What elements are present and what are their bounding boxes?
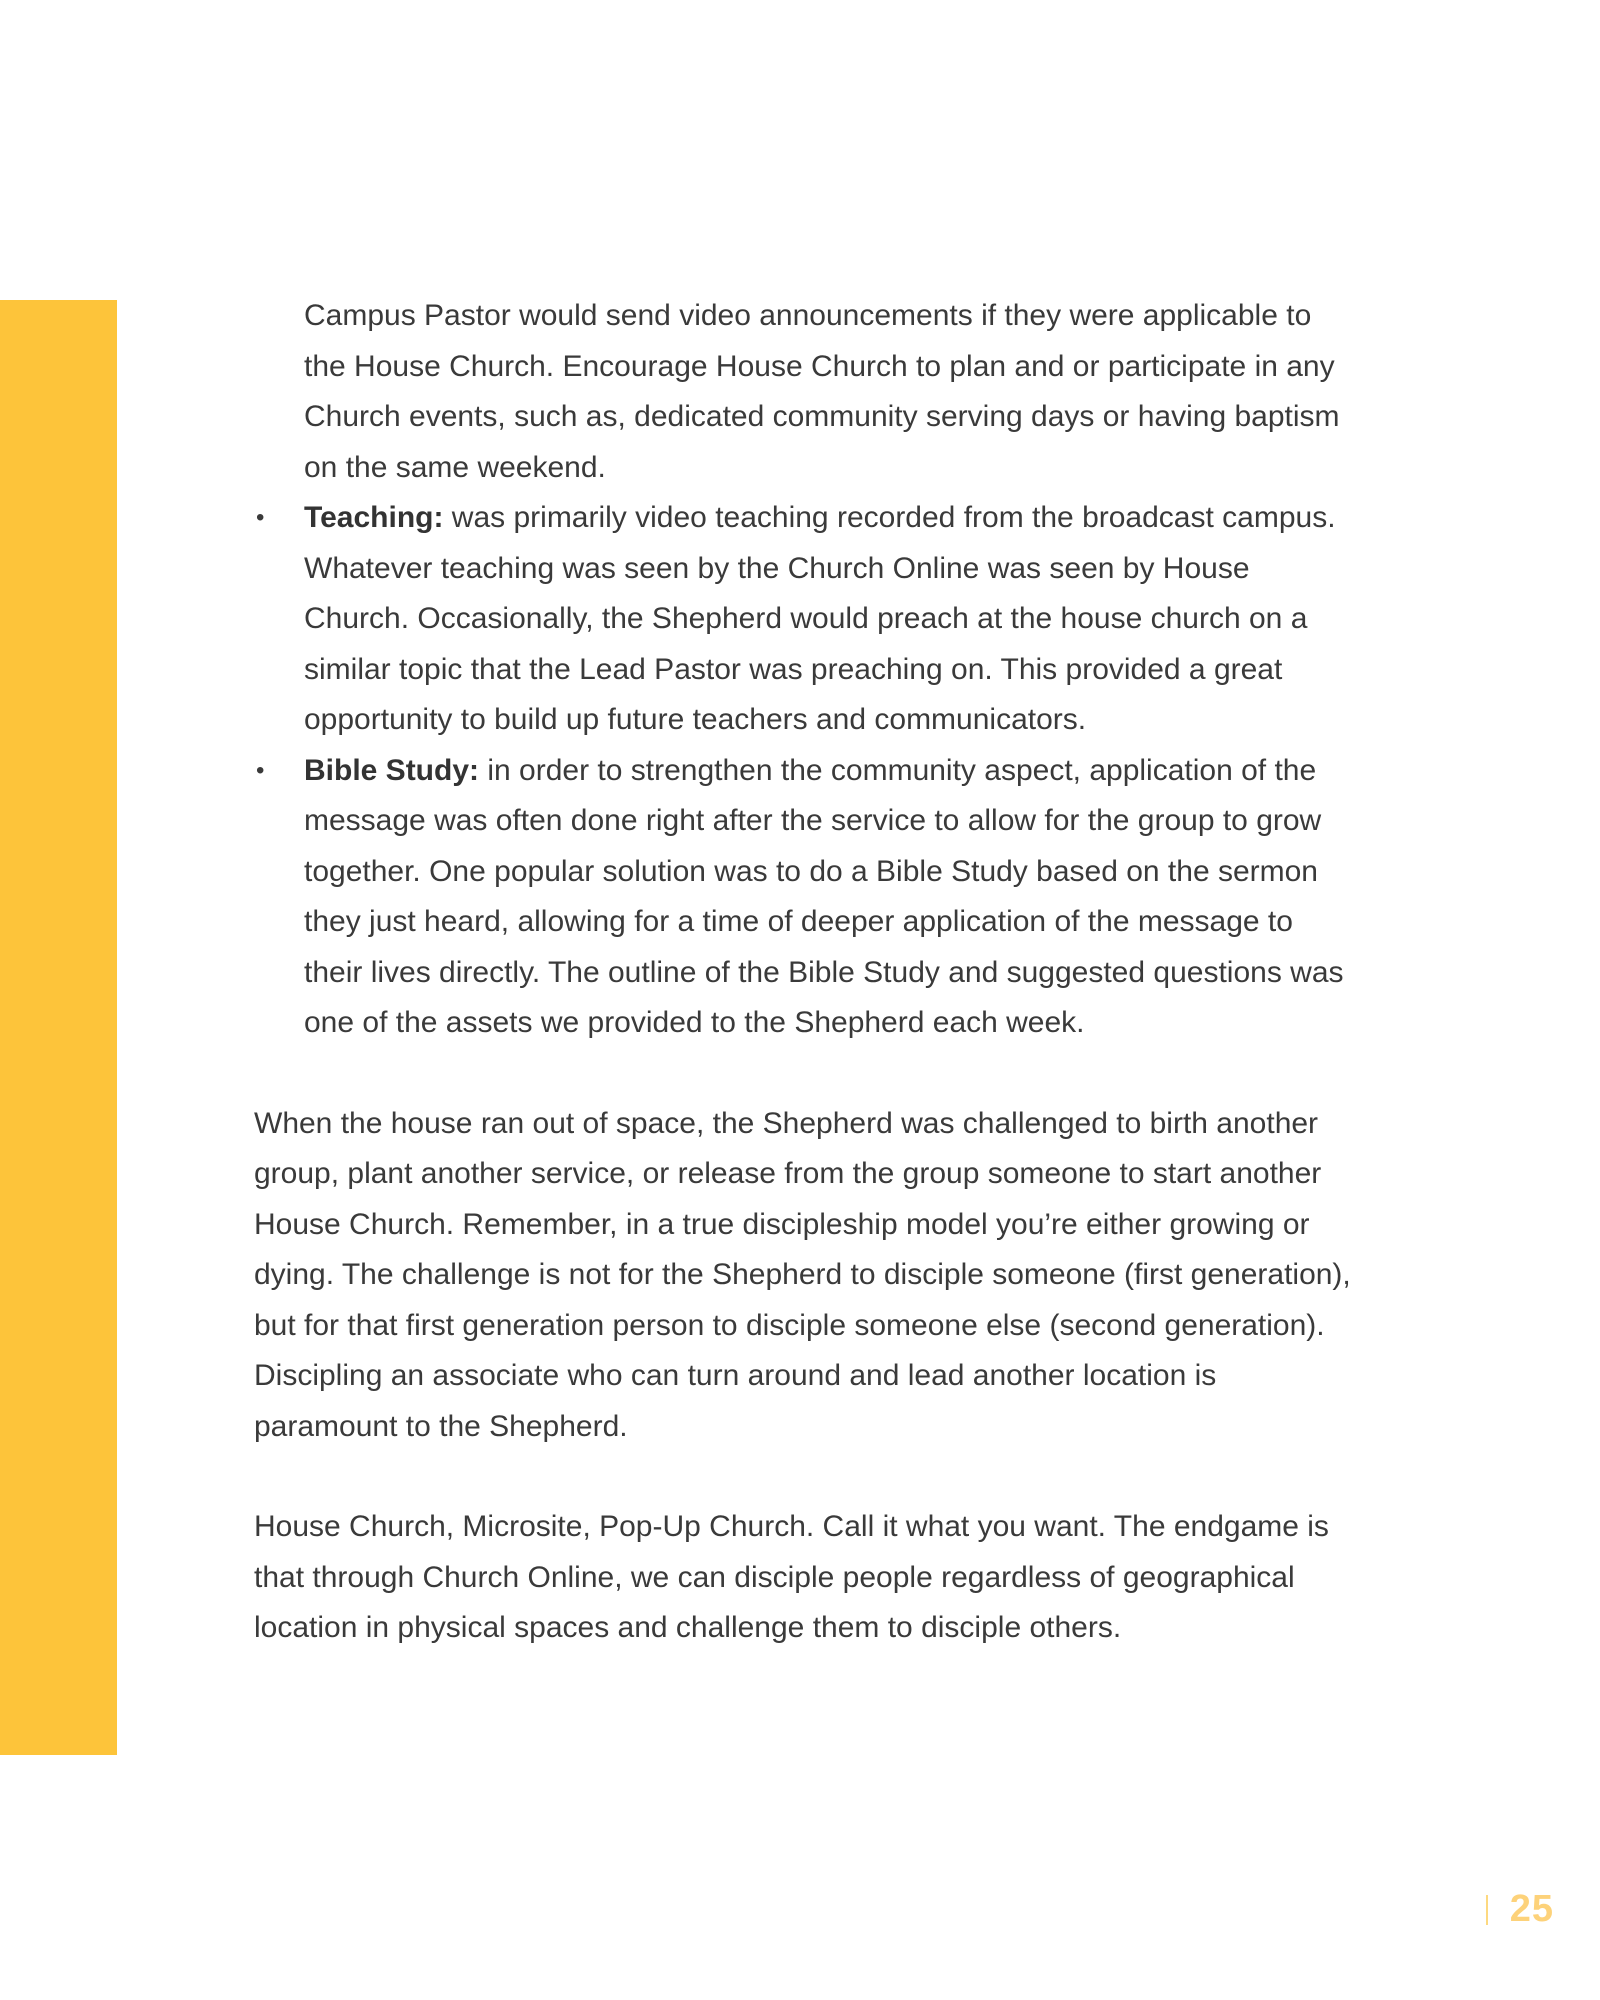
page-number-divider <box>1486 1895 1488 1925</box>
bullet-label: Bible Study: <box>304 753 480 787</box>
page-content <box>254 291 1354 1654</box>
yellow-side-bar <box>0 300 117 1755</box>
page-number: 25 <box>1509 1888 1554 1930</box>
bullet-text: was primarily video teaching recorded from the broadcast campus. Whatever teaching was seen by the Church Online was seen by House Church. Occasionally, the Shepherd would preach at the house church on a similar topic that the Lead Pastor was preaching on. This provided a great opportunity to build up future teachers and communicators. <box>304 501 1336 736</box>
bullet-item-teaching <box>254 493 1354 746</box>
bullet-marker: • <box>256 504 265 531</box>
bullet-text: in order to strengthen the community aspect, application of the message was often done right after the service to allow for the group to grow together. One popular solution was to do a Bible Study based on the sermon they just heard, allowing for a time of deeper application of the message to their lives directly. The outline of the Bible Study and suggested questions was one of the assets we provided to the Shepherd each week. <box>304 753 1344 1039</box>
bullet-label: Teaching: <box>304 501 444 534</box>
bullet-marker: • <box>256 756 265 784</box>
paragraph-growth: When the house ran out of space, the Shepherd was challenged to birth another group, plant another service, or release from the group someone to start another House Church. Remember, in a true discipleship model you’re either growing or dying. The challenge is not for the Shepherd to disciple someone (first generation), but for that first generation person to disciple someone else (second generation). Discipling an associate who can turn around and lead another location is paramount to the Shepherd. <box>254 1106 1351 1443</box>
paragraph-conclusion: House Church, Microsite, Pop-Up Church. Call it what you want. The endgame is that through Church Online, we can disciple people regardless of geographical location in physical spaces and challenge them to disciple others. <box>254 1510 1329 1644</box>
bullet-item-bible-study <box>254 746 1354 1049</box>
page-number-block <box>1486 1888 1554 1931</box>
continued-paragraph: Campus Pastor would send video announcements if they were applicable to the House Church. Encourage House Church to plan and or participate in any Church events, such as, dedicated community serving days or having baptism on the same weekend. <box>304 299 1340 484</box>
bullet-list <box>254 493 1354 1049</box>
